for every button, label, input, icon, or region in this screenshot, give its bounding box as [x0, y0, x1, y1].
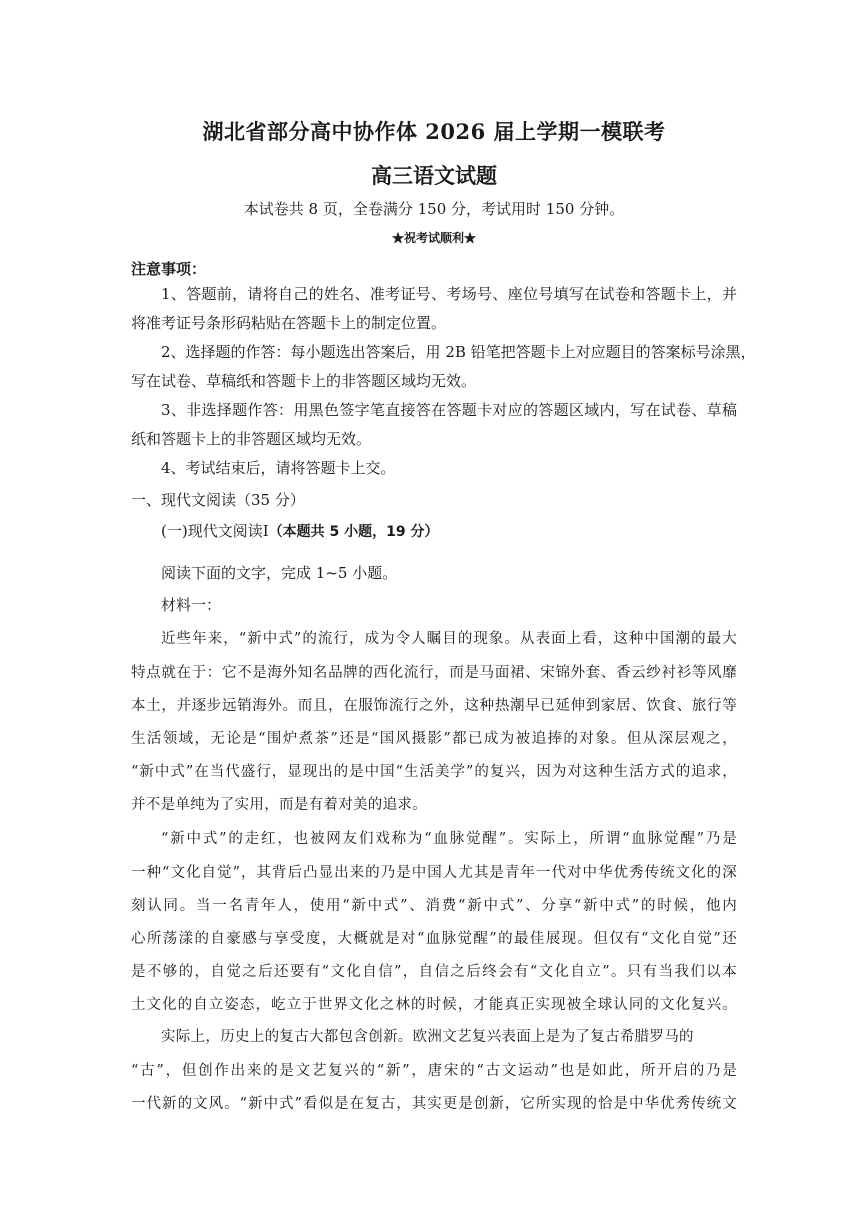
passage-line: 是不够的，自觉之后还要有“文化自信”，自信之后终会有“文化自立”。只有当我们以本	[131, 964, 737, 980]
notice-title: 注意事项：	[131, 260, 207, 278]
passage-line: “新中式”在当代盛行，显现出的是中国“生活美学”的复兴，因为对这种生活方式的追求，	[131, 764, 737, 780]
reading-instruction: 阅读下面的文字，完成 1~5 小题。	[161, 564, 398, 582]
notice-line: 将准考证号条形码粘贴在答题卡上的制定位置。	[131, 314, 447, 332]
subsection-title	[161, 524, 439, 539]
passage-line: 特点就在于：它不是海外知名品牌的西化流行，而是马面裙、宋锦外套、香云纱衬衫等风靡	[131, 665, 737, 681]
passage-line: 实际上，历史上的复古大都包含创新。欧洲文艺复兴表面上是为了复古希腊罗马的	[161, 1029, 694, 1045]
passage-line: 一种“文化自觉”，其背后凸显出来的乃是中国人尤其是青年一代对中华优秀传统文化的深	[131, 865, 737, 881]
passage-line: 生活领域，无论是“围炉煮茶”还是“国风摄影”都已成为被追捧的对象。但从深层观之，	[131, 731, 737, 747]
section-title: 一、现代文阅读（35 分）	[131, 491, 305, 509]
passage-line: 一代新的文风。“新中式”看似是在复古，其实更是创新，它所实现的恰是中华优秀传统文	[131, 1096, 737, 1112]
notice-line: 1、答题前，请将自己的姓名、准考证号、考场号、座位号填写在试卷和答题卡上，并	[161, 285, 737, 303]
subsection-suffix: （本题共 5 小题，19 分）	[268, 524, 439, 540]
passage-line: “新中式”的走红，也被网友们戏称为“血脉觉醒”。实际上，所谓“血脉觉醒”乃是	[161, 831, 737, 847]
passage-line: 近些年来，“新中式”的流行，成为令人瞩目的现象。从表面上看，这种中国潮的最大	[161, 631, 737, 647]
material-label: 材料一：	[161, 596, 222, 614]
good-luck-note: ★祝考试顺利★	[391, 231, 476, 245]
exam-info: 本试卷共 8 页，全卷满分 150 分，考试用时 150 分钟。	[243, 200, 625, 218]
passage-line: “古”，但创作出来的是文艺复兴的“新”，唐宋的“古文运动”也是如此，所开启的乃是	[131, 1063, 737, 1079]
exam-subtitle: 高三语文试题	[371, 163, 497, 188]
passage-line: 心所荡漾的自豪感与享受度，大概就是对“血脉觉醒”的最佳展现。但仅有“文化自觉”还	[131, 931, 737, 947]
notice-line: 4、考试结束后，请将答题卡上交。	[161, 459, 396, 477]
notice-line: 纸和答题卡上的非答题区域均无效。	[131, 430, 372, 448]
passage-line: 土文化的自立姿态，屹立于世界文化之林的时候，才能真正实现被全球认同的文化复兴。	[131, 997, 737, 1013]
notice-line: 3、非选择题作答：用黑色签字笔直接答在答题卡对应的答题区域内，写在试卷、草稿	[161, 401, 737, 419]
notice-line: 2、选择题的作答：每小题选出答案后，用 2B 铅笔把答题卡上对应题目的答案标号涂黑，	[161, 343, 756, 361]
subsection-prefix: (一)现代文阅读Ⅰ	[161, 522, 269, 540]
passage-line: 本土，并逐步远销海外。而且，在服饰流行之外，这种热潮早已延伸到家居、饮食、旅行等	[131, 698, 737, 714]
passage-line: 刻认同。当一名青年人，使用“新中式”、消费“新中式”、分享“新中式”的时候，他内	[131, 898, 737, 914]
notice-line: 写在试卷、草稿纸和答题卡上的非答题区域均无效。	[131, 372, 477, 390]
exam-title: 湖北省部分高中协作体 2026 届上学期一模联考	[202, 119, 666, 144]
passage-line: 并不是单纯为了实用，而是有着对美的追求。	[131, 797, 427, 813]
